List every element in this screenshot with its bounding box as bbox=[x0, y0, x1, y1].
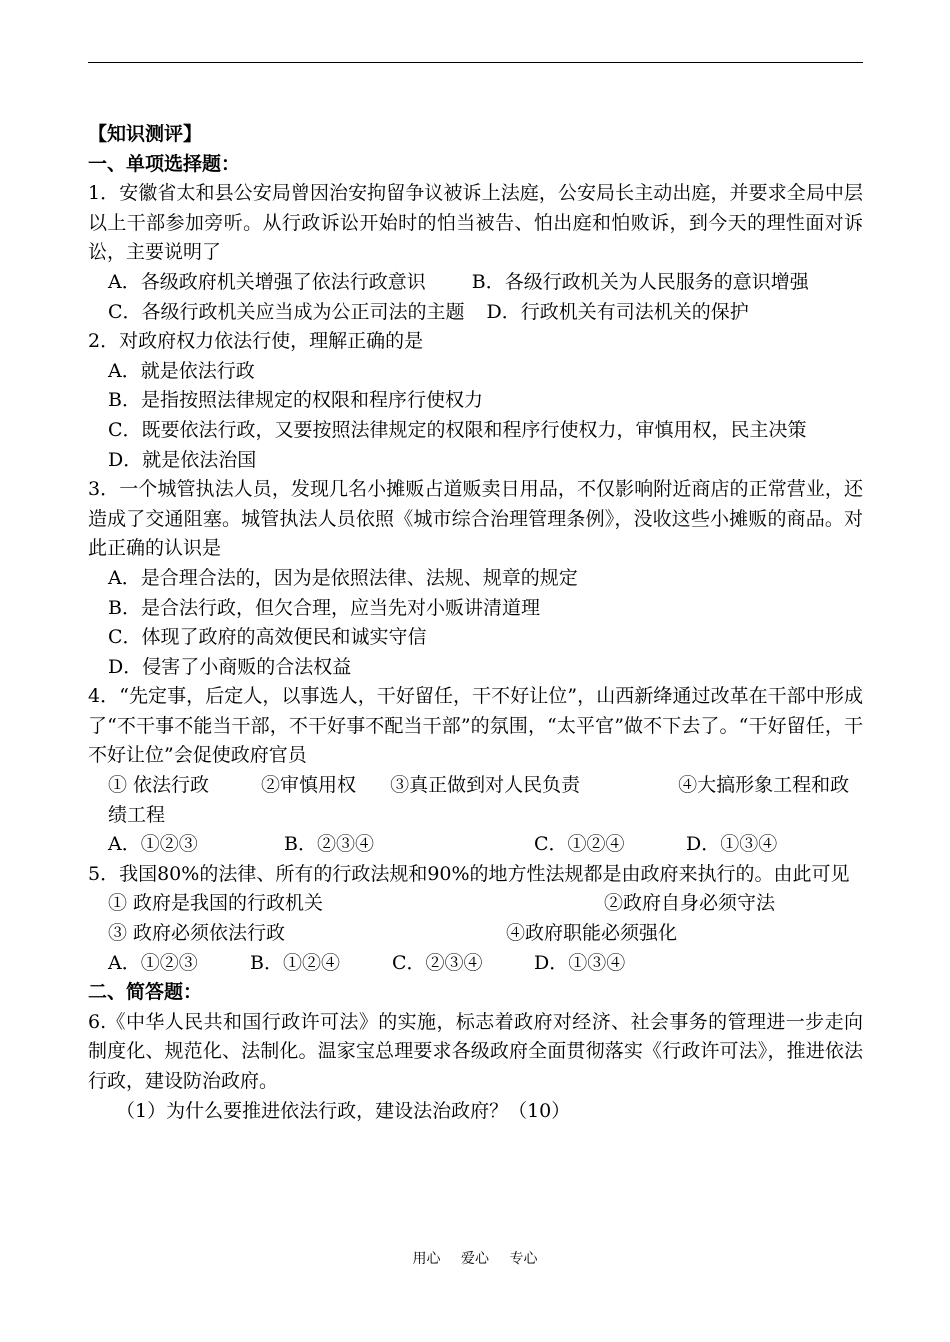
question-1-stem: 1．安徽省太和县公安局曾因治安拘留争议被诉上法庭，公安局长主动出庭，并要求全局中层以上干部参加旁听。从行政诉讼开始时的怕当被告、怕出庭和怕败诉，到今天的理性面对诉讼，主要说明了 bbox=[88, 182, 863, 264]
part2-title: 二、简答题： bbox=[88, 981, 203, 1004]
q5-statement-2: ②政府自身必须守法 bbox=[604, 892, 776, 915]
q4-statement-1: ① 依法行政 bbox=[108, 774, 210, 797]
q4-option-b: B．②③④ bbox=[284, 833, 374, 856]
q2-option-b: B．是指按照法律规定的权限和程序行使权力 bbox=[108, 389, 483, 412]
q2-option-c: C．既要依法行政，又要按照法律规定的权限和程序行使权力，审慎用权，民主决策 bbox=[108, 418, 807, 441]
q3-option-d: D．侵害了小商贩的合法权益 bbox=[108, 655, 352, 678]
section-title: 【知识测评】 bbox=[88, 123, 203, 145]
q5-option-c: C．②③④ bbox=[392, 951, 483, 974]
question-1-options-ab bbox=[88, 268, 863, 298]
document-body bbox=[88, 120, 863, 1126]
q3-option-a: A．是合理合法的，因为是依照法律、法规、规章的规定 bbox=[108, 566, 578, 589]
q1-option-a: A．各级政府机关增强了依法行政意识 bbox=[108, 270, 426, 293]
q5-statement-1: ① 政府是我国的行政机关 bbox=[108, 892, 324, 915]
q3-option-c: C．体现了政府的高效便民和诚实守信 bbox=[108, 626, 427, 649]
question-5-stem: 5．我国80%的法律、所有的行政法规和90%的地方性法规都是由政府来执行的。由此可见 bbox=[88, 862, 850, 885]
question-2-stem: 2．对政府权力依法行使，理解正确的是 bbox=[88, 330, 424, 353]
question-1-options-cd bbox=[88, 298, 863, 328]
footer-word-2: 爱心 bbox=[461, 1251, 489, 1267]
q4-statement-4: ④大搞形象工程和政绩工程 bbox=[108, 774, 850, 826]
q1-option-c: C．各级行政机关应当成为公正司法的主题 bbox=[108, 300, 465, 323]
question-4-statements bbox=[88, 771, 863, 830]
q4-option-d: D．①③④ bbox=[686, 833, 778, 856]
q2-option-d: D．就是依法治国 bbox=[108, 448, 257, 471]
q4-statement-2: ②审慎用权 bbox=[261, 774, 357, 797]
q1-option-b: B．各级行政机关为人民服务的意识增强 bbox=[471, 270, 809, 293]
q2-option-a: A．就是依法行政 bbox=[108, 359, 255, 382]
q5-option-b: B．①②④ bbox=[250, 951, 340, 974]
question-5-statements-34 bbox=[88, 919, 863, 949]
question-4-options bbox=[88, 830, 863, 860]
q5-statement-4: ④政府职能必须强化 bbox=[506, 922, 678, 945]
q5-statement-3: ③ 政府必须依法行政 bbox=[108, 922, 286, 945]
q5-option-a: A．①②③ bbox=[108, 951, 198, 974]
question-4-stem: 4．“先定事，后定人，以事选人，干好留任，干不好让位”，山西新绛通过改革在干部中形成了“不干事不能当干部，不干好事不配当干部”的氛围，“太平官”做不下去了。“干好留任，干不好让位”会促使政府官员 bbox=[88, 685, 863, 767]
question-5-options bbox=[88, 949, 863, 979]
part1-title: 一、单项选择题： bbox=[88, 152, 241, 175]
header-rule bbox=[88, 62, 863, 63]
q4-statement-3: ③真正做到对人民负责 bbox=[390, 774, 581, 797]
q4-option-a: A．①②③ bbox=[108, 833, 198, 856]
q1-option-d: D．行政机关有司法机关的保护 bbox=[486, 300, 749, 323]
question-6-sub-1: （1）为什么要推进依法行政，建设法治政府？（10） bbox=[116, 1099, 571, 1122]
footer-word-3: 专心 bbox=[509, 1251, 538, 1267]
page-footer bbox=[0, 1248, 950, 1268]
q4-option-c: C．①②④ bbox=[534, 833, 625, 856]
q3-option-b: B．是合法行政，但欠合理，应当先对小贩讲清道理 bbox=[108, 596, 540, 619]
q5-option-d: D．①③④ bbox=[534, 951, 626, 974]
question-3-stem: 3．一个城管执法人员，发现几名小摊贩占道贩卖日用品，不仅影响附近商店的正常营业，还造成了交通阻塞。城管执法人员依照《城市综合治理管理条例》，没收这些小摊贩的商品。对此正确的认识是 bbox=[88, 478, 863, 560]
question-5-statements-12 bbox=[88, 889, 863, 919]
footer-word-1: 用心 bbox=[412, 1251, 441, 1267]
question-6-stem: 6.《中华人民共和国行政许可法》的实施，标志着政府对经济、社会事务的管理进一步走向制度化、规范化、法制化。温家宝总理要求各级政府全面贯彻落实《行政许可法》，推进依法行政，建设防治政府。 bbox=[88, 1010, 863, 1092]
